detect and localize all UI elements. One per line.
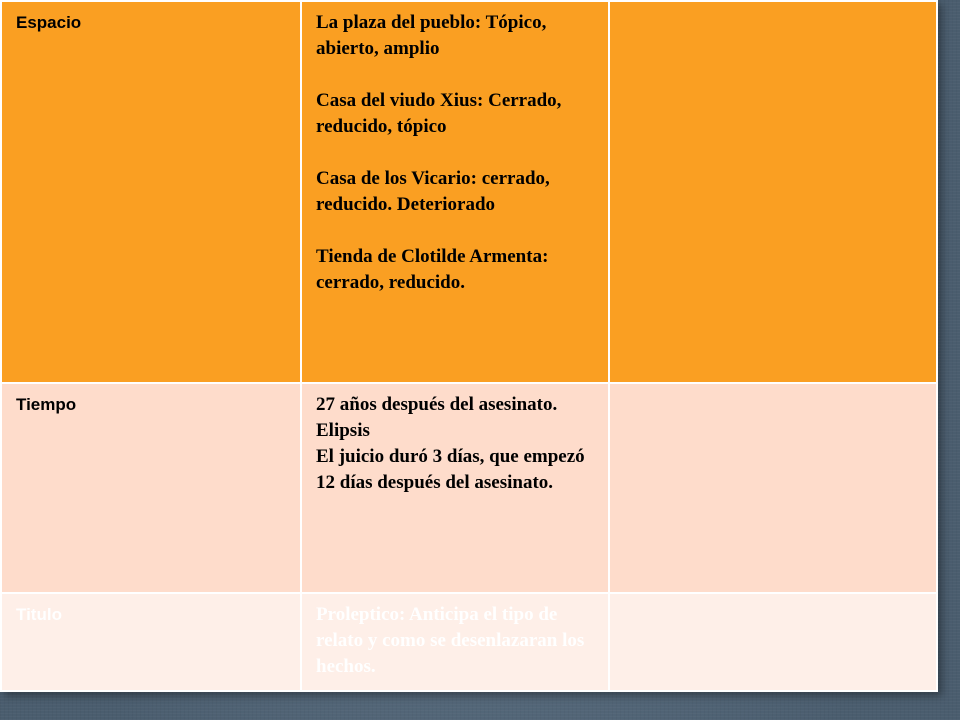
row-extra-tiempo: [609, 383, 937, 593]
row-content-espacio: La plaza del pueblo: Tópico, abierto, amplio Casa del viudo Xius: Cerrado, reducido, tópico Casa de los Vicario: cerrado, reducido. Deteriorado Tienda de Clotilde Armenta: cerrado, reducido.: [301, 1, 609, 383]
row-label-tiempo: Tiempo: [1, 383, 301, 593]
row-content-titulo: Proleptico: Anticipa el tipo de relato y como se desenlazaran los hechos.: [301, 593, 609, 691]
row-extra-espacio: [609, 1, 937, 383]
row-label-titulo: Titulo: [1, 593, 301, 691]
table-row-espacio: [1, 1, 937, 383]
row-extra-titulo: [609, 593, 937, 691]
table-row-titulo: [1, 593, 937, 691]
table-row-tiempo: [1, 383, 937, 593]
row-label-espacio: Espacio: [1, 1, 301, 383]
row-content-tiempo: 27 años después del asesinato. Elipsis El juicio duró 3 días, que empezó 12 días después del asesinato.: [301, 383, 609, 593]
